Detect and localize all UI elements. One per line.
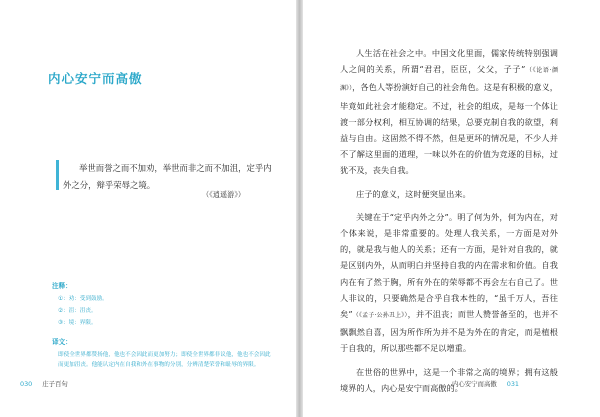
paragraph-text: 庄子的意义，这时便突显出来。 [356, 188, 471, 199]
page-number: 030 [20, 380, 33, 388]
chapter-title: 内心安宁而高傲 [48, 71, 143, 86]
quote-text: 举世而誉之而不加劝，举世而非之而不加沮，定乎内外之分，辩乎荣辱之境。 [63, 163, 272, 190]
translation-heading: 译文： [52, 338, 72, 346]
book-title: 庄子百句 [42, 380, 68, 388]
page-number: 031 [506, 380, 519, 388]
citation: （《论语·颜渊》） [340, 67, 558, 93]
paragraph [340, 186, 558, 202]
running-title: 内心安宁而高傲 [452, 380, 497, 388]
note-item: ③：境：界限。 [58, 320, 97, 326]
quote-accent-bar [56, 160, 59, 190]
paragraph [340, 45, 558, 179]
body-text [340, 45, 558, 403]
paragraph-text: 关键在于“定乎内外之分”。明了何为外，何为内在，对个体来说，是非常重要的。处理人我关系，一方面是对外的，就是我与他人的关系；还有一方面，是针对自我的，就是区别内外，从而明白并坚持自我的内在需求和价值。自我内在有了然于胸，所有外在的荣辱都不再会左右自己了。世人非议的，只要确然是合乎自我本性的，“虽千万人，吾往矣” [340, 211, 558, 320]
book-spine [296, 0, 303, 417]
paragraph [340, 209, 558, 357]
note-item: ①：劝：受到鼓励。 [58, 296, 108, 302]
notes-section [52, 280, 276, 370]
quote-source: （《逍遥游》） [202, 190, 246, 199]
note-item: ②：沮：沮丧。 [58, 308, 97, 314]
quote-block [63, 160, 275, 194]
citation: （《孟子·公孙丑上》） [352, 312, 408, 320]
paragraph-text: ，各色人等扮演好自己的社会角色。这是有积极的意义，毕竟如此社会才能稳定。不过，社会的组成，是每一个体让渡一部分权利，相互协调的结果，总要克制自我的欲望，利益与自由。这固然不得不然，但是更坏的情况是，不少人并不了解这里面的道理，一味以外在的价值为竞逐的目标，过犹不及，丧失自我。 [340, 82, 558, 176]
paragraph-text: ，并不沮丧；而世人赞誉备至的，也并不飘飘然自喜，因为所作所为并不是为外在的肯定，而是植根于自我的，所以那些都不足以增重。 [340, 309, 558, 354]
translation-text: 即使全世界都赞扬他，他也不会因此而更加努力；即使全世界都非议他，他也不会因此而更加沮丧。他能认定内在自我和外在事物的分别，分辨清楚荣誉和耻辱的界限。 [58, 352, 271, 368]
notes-heading: 注释： [52, 282, 72, 290]
right-footer [452, 379, 519, 388]
left-page [0, 0, 296, 417]
paragraph [340, 364, 558, 396]
paragraph-text: 人生活在社会之中。中国文化里面，儒家传统特别强调人之间的关系，所谓“君君，臣臣，父父，子子” [340, 48, 558, 75]
paragraph-text: 在世俗的世界中，这是一个非常之高的境界；拥有这般境界的人，内心是安宁而高傲的。 [340, 366, 558, 393]
left-footer [20, 379, 68, 388]
